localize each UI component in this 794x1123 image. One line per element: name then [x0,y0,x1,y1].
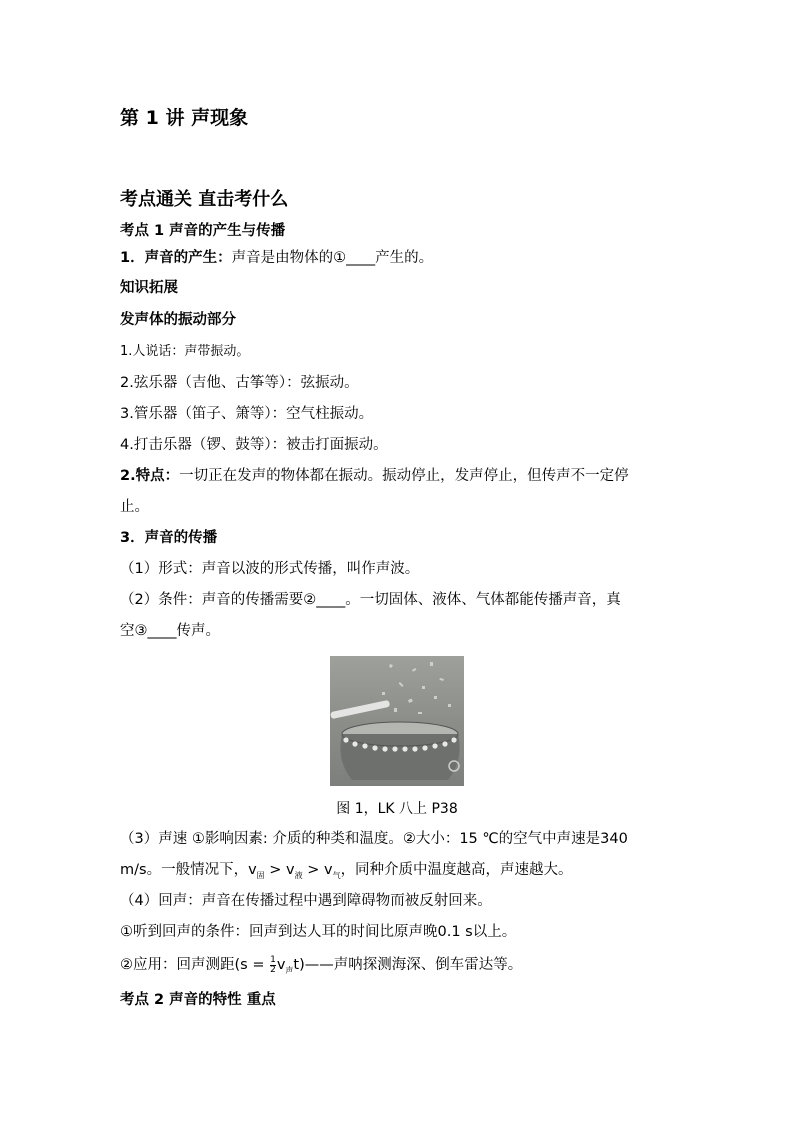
sub3-cont-b: ，同种介质中温度越高，声速越大。 [340,862,573,878]
sub4-b-sub: 声 [285,965,294,975]
section-heading: 考点通关 直击考什么 [120,189,289,210]
ext-item-4: 4.打击乐器（锣、鼓等）：被击打面振动。 [120,437,388,453]
sub4-b-post: v [276,957,286,973]
sub2-cont: 空③____传声。 [120,623,220,639]
drum-photo [330,656,464,786]
sub3-liquid: 液 [294,870,303,880]
item3-label: 3．声音的传播 [120,530,218,546]
item2-label: 2.特点： [120,468,180,484]
fraction-den: 2 [270,964,276,975]
ext-item-2: 2.弦乐器（吉他、古筝等）：弦振动。 [120,375,359,391]
sub4: （4）回声：声音在传播过程中遇到障碍物而被反射回来。 [120,893,492,909]
sub1: （1）形式：声音以波的形式传播，叫作声波。 [120,561,420,577]
sub4-b [120,955,522,981]
point2-heading: 考点 2 声音的特性 重点 [120,992,276,1008]
lesson-title: 第 1 讲 声现象 [120,107,249,129]
ext-item-1: 1.人说话：声带振动。 [120,344,250,359]
fraction-half [270,956,276,975]
ext-heading: 知识拓展 [120,280,178,296]
sub3-cont-a: m/s。一般情况下，v [120,862,257,878]
sub2: （2）条件：声音的传播需要②____。一切固体、液体、气体都能传播声音，真 [120,592,621,608]
item2-line [120,466,629,486]
sub3-gas: 气 [332,870,341,880]
sub3-cont: m/s。一般情况下，$v_固 > v_液 > v_气$，同种介质中温度越高，声速越大。 [120,862,573,880]
sub4-a: ①听到回声的条件：回声到达人耳的时间比原声晚0.1 s以上。 [120,924,517,940]
ext-subheading: 发声体的振动部分 [120,312,236,328]
sub3: （3）声速 ①影响因素: 介质的种类和温度。②大小：15 ℃的空气中声速是340 [120,831,628,847]
item1-line [120,248,433,268]
sub4-b-pre: ②应用：回声测距(s = [120,957,270,973]
item2-cont: 止。 [120,499,149,515]
fraction-num: 1 [270,954,276,965]
sub4-b-end: t)——声呐探测海深、倒车雷达等。 [293,957,523,973]
item2-text: 一切正在发声的物体都在振动。振动停止，发声停止，但传声不一定停 [179,468,629,484]
drum-illustration [330,656,464,786]
ext-item-3: 3.管乐器（笛子、箫等）：空气柱振动。 [120,406,374,422]
point1-heading: 考点 1 声音的产生与传播 [120,223,286,239]
figure-caption: 图 1，LK 八上 P38 [336,801,458,817]
item1-text: 声音是由物体的①____产生的。 [231,250,434,266]
item1-label: 1．声音的产生： [120,250,232,266]
sub3-solid: 固 [256,870,265,880]
